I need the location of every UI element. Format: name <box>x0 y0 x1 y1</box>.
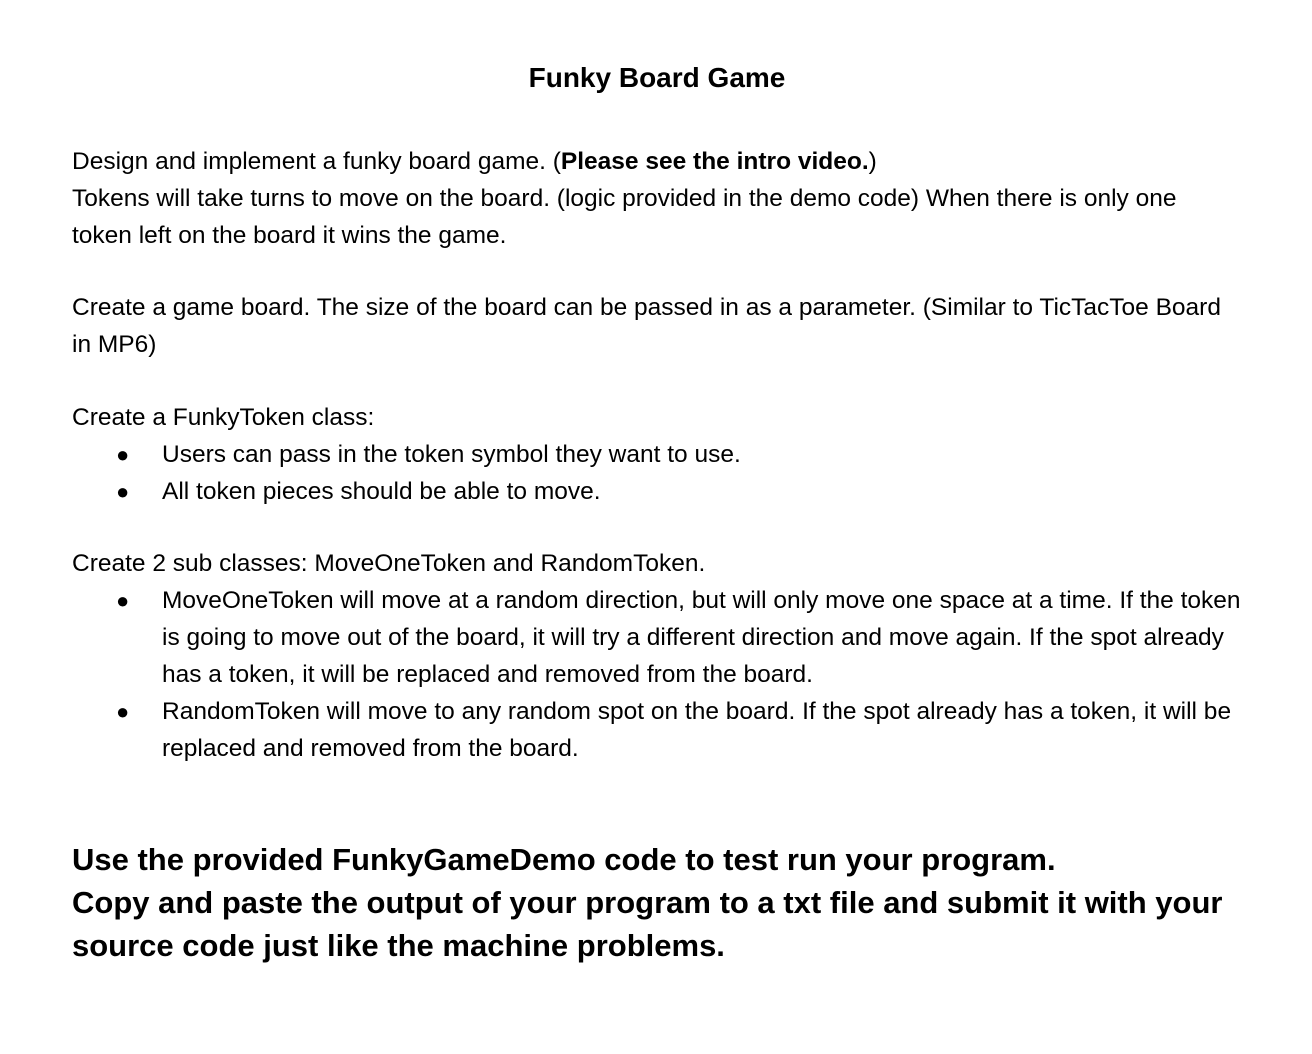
bullet-text: All token pieces should be able to move. <box>162 478 601 505</box>
bullet-icon: ● <box>116 442 130 467</box>
funky-token-bullets <box>72 436 1242 510</box>
final-instructions <box>72 838 1232 967</box>
document-title: Funky Board Game <box>528 62 786 93</box>
subclasses-bullets <box>72 582 1242 767</box>
bullet-text: MoveOneToken will move at a random direction, but will only move one space at a time. If the token is going to move out of the board, it will try a different direction and move again. If the spot already has a token, it will be replaced and removed from the board. <box>162 587 1241 688</box>
funky-token-section <box>72 399 1242 510</box>
bullet-icon: ● <box>116 699 130 724</box>
list-item <box>72 473 1242 510</box>
intro-line-2: Tokens will take turns to move on the board. (logic provided in the demo code) When there is only one token left on the board it wins the game. <box>72 185 1177 249</box>
bullet-text: Users can pass in the token symbol they want to use. <box>162 441 741 468</box>
list-item <box>72 693 1242 767</box>
intro-line-1 <box>72 143 1242 180</box>
intro-text: Design and implement a funky board game. ( <box>72 148 561 175</box>
intro-paragraph <box>72 143 1242 254</box>
intro-video-note: Please see the intro video. <box>560 148 869 175</box>
bullet-icon: ● <box>116 479 130 504</box>
board-paragraph: Create a game board. The size of the board can be passed in as a parameter. (Similar to TicTacToe Board in MP6) <box>72 294 1221 358</box>
final-line-1: Use the provided FunkyGameDemo code to test run your program. <box>72 842 1056 877</box>
bullet-text: RandomToken will move to any random spot on the board. If the spot already has a token, it will be replaced and removed from the board. <box>162 698 1232 762</box>
intro-text-end: ) <box>868 148 877 175</box>
final-line-2: Copy and paste the output of your program to a txt file and submit it with your source code just like the machine problems. <box>72 885 1223 963</box>
funky-token-heading: Create a FunkyToken class: <box>72 404 375 431</box>
subclasses-section <box>72 545 1242 767</box>
subclasses-heading: Create 2 sub classes: MoveOneToken and RandomToken. <box>72 550 706 577</box>
bullet-icon: ● <box>116 588 130 613</box>
list-item <box>72 582 1242 693</box>
list-item <box>72 436 1242 473</box>
